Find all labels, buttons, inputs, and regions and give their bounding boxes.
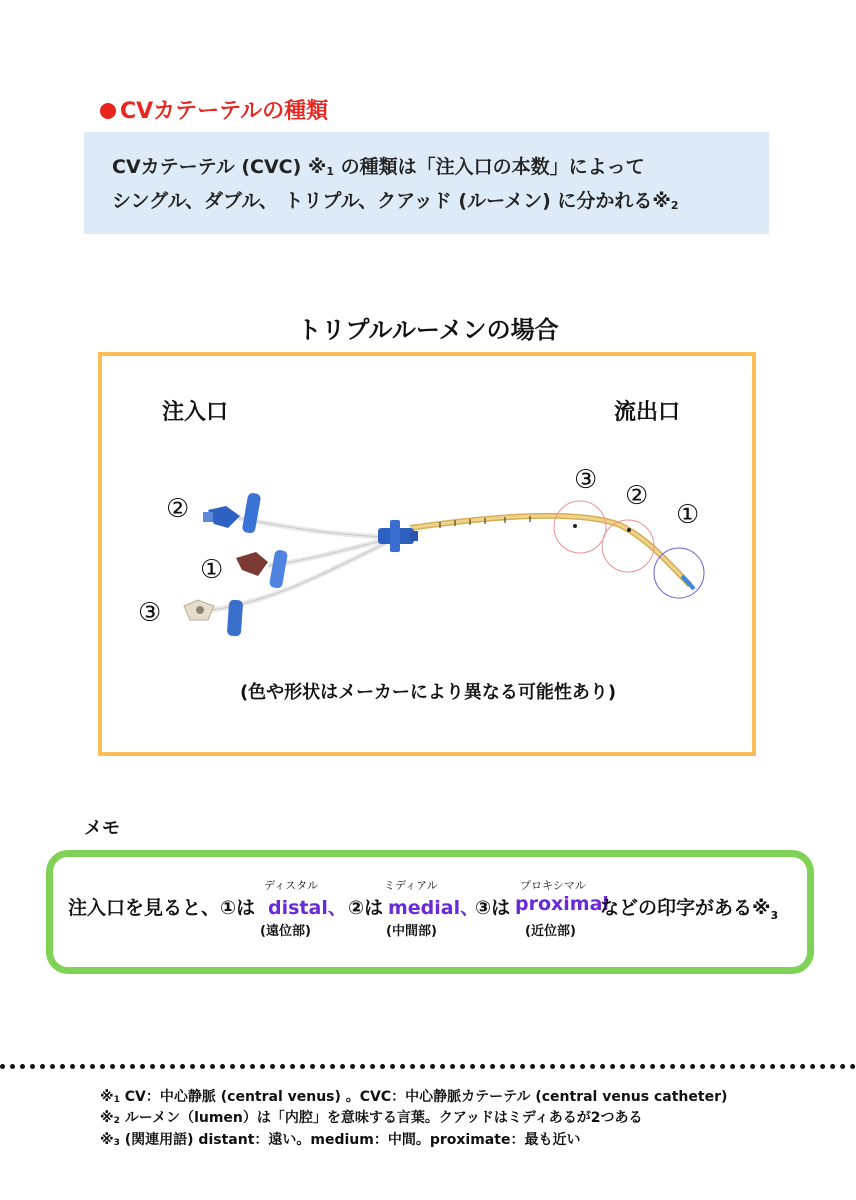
intro-line-1-a: CVカテーテル (CVC) ※ bbox=[112, 156, 327, 178]
memo-text-end bbox=[600, 893, 778, 922]
hub-1-brown bbox=[236, 549, 288, 589]
footnote-3-mark: ※ bbox=[100, 1132, 114, 1148]
section-title-text: CVカテーテルの種類 bbox=[120, 99, 329, 124]
memo-text-mid2: ③は bbox=[475, 897, 511, 919]
catheter-body bbox=[410, 516, 690, 585]
footnote-1-mark: ※ bbox=[100, 1089, 114, 1105]
footnote-divider bbox=[0, 1064, 856, 1069]
footnote-2-mark: ※ bbox=[100, 1110, 114, 1126]
lumen-line-2 bbox=[238, 518, 386, 537]
memo-label: メモ bbox=[84, 818, 120, 839]
footnote-2 bbox=[100, 1107, 643, 1127]
intro-line-2-a: シングル、ダブル、 トリプル、クアッド (ルーメン) に分かれる※ bbox=[112, 190, 671, 212]
footnote-1-num: 1 bbox=[113, 1095, 120, 1105]
outlet-number-3: ③ bbox=[574, 465, 598, 495]
hub-2-blue bbox=[203, 492, 261, 534]
diagram-title: トリプルルーメンの場合 bbox=[297, 316, 559, 344]
sub-proximal: (近位部) bbox=[525, 924, 576, 939]
ruby-distal: ディスタル bbox=[264, 879, 319, 892]
intro-footnote-ref-2: 2 bbox=[670, 199, 679, 212]
footnote-1-text: CV：中心静脈 (central venus) 。CVC：中心静脈カテーテル (central venus catheter) bbox=[119, 1089, 728, 1105]
term-medial: medial、 bbox=[388, 897, 480, 919]
ruby-proximal: プロキシマル bbox=[520, 879, 586, 892]
footnote-2-num: 2 bbox=[113, 1116, 120, 1126]
inlet-label: 注入口 bbox=[162, 400, 229, 425]
footnote-3-text: (関連用語) distant：遠い。medium：中間。proximate：最も近い bbox=[119, 1132, 581, 1148]
outlet-number-2: ② bbox=[625, 481, 649, 511]
memo-text-end-main: などの印字がある※ bbox=[600, 897, 771, 919]
sub-distal: (遠位部) bbox=[260, 924, 311, 939]
catheter-body-shadow bbox=[410, 516, 690, 585]
footnote-3-num: 3 bbox=[113, 1138, 120, 1148]
inlet-number-2: ② bbox=[166, 494, 190, 524]
term-distal: distal、 bbox=[268, 897, 347, 919]
memo-footnote-ref-3: 3 bbox=[770, 908, 779, 922]
inlet-number-3: ③ bbox=[138, 598, 162, 628]
footnote-2-text: ルーメン（lumen）は「内腔」を意味する言葉。クアッドはミディあるが2つある bbox=[119, 1110, 643, 1126]
intro-line-1-b: の種類は「注入口の本数」によって bbox=[334, 156, 645, 178]
hub-3-white bbox=[184, 600, 243, 637]
sub-medial: (中間部) bbox=[386, 924, 437, 939]
footnote-3 bbox=[100, 1129, 580, 1149]
outlet-circle-3 bbox=[554, 501, 606, 553]
outlet-label: 流出口 bbox=[614, 400, 681, 425]
footnote-1 bbox=[100, 1086, 727, 1106]
memo-text-mid1: ②は bbox=[348, 897, 384, 919]
manufacturer-note: (色や形状はメーカーにより異なる可能性あり) bbox=[239, 682, 617, 703]
lumen-line-3 bbox=[212, 543, 386, 610]
intro-footnote-ref-1: 1 bbox=[326, 165, 335, 178]
memo-text-start: 注入口を見ると、①は bbox=[68, 897, 256, 919]
outlet-number-1: ① bbox=[676, 500, 700, 530]
inlet-number-1: ① bbox=[200, 555, 224, 585]
ruby-medial: ミディアル bbox=[384, 879, 438, 892]
term-proximal: proximal bbox=[515, 893, 609, 915]
